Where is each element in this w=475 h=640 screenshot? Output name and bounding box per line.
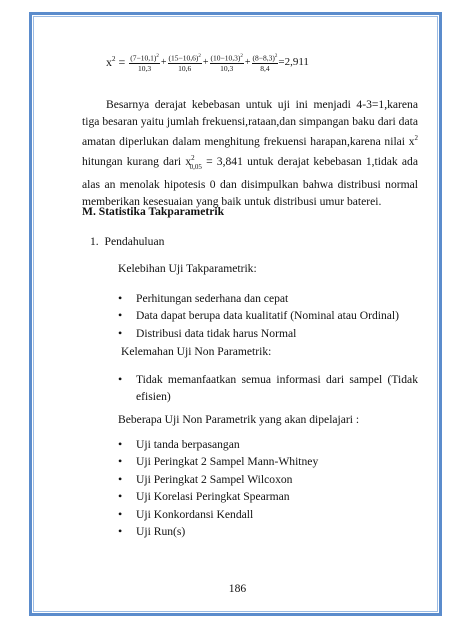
list-item: • Uji Konkordansi Kendall [118, 506, 318, 523]
kelemahan-list [118, 371, 418, 406]
formula-result: =2,911 [278, 56, 309, 69]
kelebihan-title: Kelebihan Uji Takparametrik: [118, 262, 257, 275]
chi-square-formula [106, 52, 309, 73]
kelebihan-list [118, 290, 399, 342]
formula-term-2: $\frac{(15-10,6)^2}{10,6}$ [168, 53, 201, 73]
list-item: • Uji Peringkat 2 Sampel Wilcoxon [118, 471, 318, 488]
list-item: • Data dapat berupa data kualitatif (Nominal atau Ordinal) [118, 307, 399, 324]
formula-term-1: $\frac{(7-10,1)^2}{10,3}$ [130, 53, 159, 73]
section-heading: M. Statistika Takparametrik [82, 205, 225, 218]
list-item: • Uji tanda berpasangan [118, 436, 318, 453]
kelemahan-title: Kelemahan Uji Non Parametrik: [121, 345, 272, 358]
list-item: • Tidak memanfaatkan semua informasi dari sampel (Tidak efisien) [118, 371, 418, 406]
list-item: • Uji Run(s) [118, 523, 318, 540]
plus-sign: + [244, 56, 251, 68]
conclusion-paragraph: Besarnya derajat kebebasan untuk uji ini menjadi 4-3=1,karena tiga besaran yaitu jumlah frekuensi,rataan,dan simpangan baku dari data amatan diperlukan dalam menghitung frekuensi harapan,karena nilai $x^2$ hitungan kurang dari $x^2_{0,05} = 3,841$ untuk derajat kebebasan 1,tidak ada alas an menolak hipotesis 0 dan disimpulkan bahwa distribusi normal memberikan kesesuaian yang baik untuk distribusi umur baterei. [82, 98, 418, 209]
list-item: • Uji Peringkat 2 Sampel Mann-Whitney [118, 453, 318, 470]
formula-term-3: $\frac{(10-10,3)^2}{10,3}$ [210, 53, 243, 73]
plus-sign: + [202, 56, 209, 68]
list-item: • Perhitungan sederhana dan cepat [118, 290, 399, 307]
list-item: • Uji Korelasi Peringkat Spearman [118, 488, 318, 505]
page-number: 186 [228, 582, 247, 595]
plus-sign: + [160, 56, 167, 68]
beberapa-title: Beberapa Uji Non Parametrik yang akan dipelajari : [118, 413, 360, 426]
formula-lhs: $x^2$ = [106, 54, 126, 69]
subsection-title: 1. Pendahuluan [90, 235, 165, 248]
beberapa-list [118, 436, 318, 540]
formula-term-4: $\frac{(8-8,3)^2}{8,4}$ [252, 53, 278, 73]
list-item: • Distribusi data tidak harus Normal [118, 325, 399, 342]
